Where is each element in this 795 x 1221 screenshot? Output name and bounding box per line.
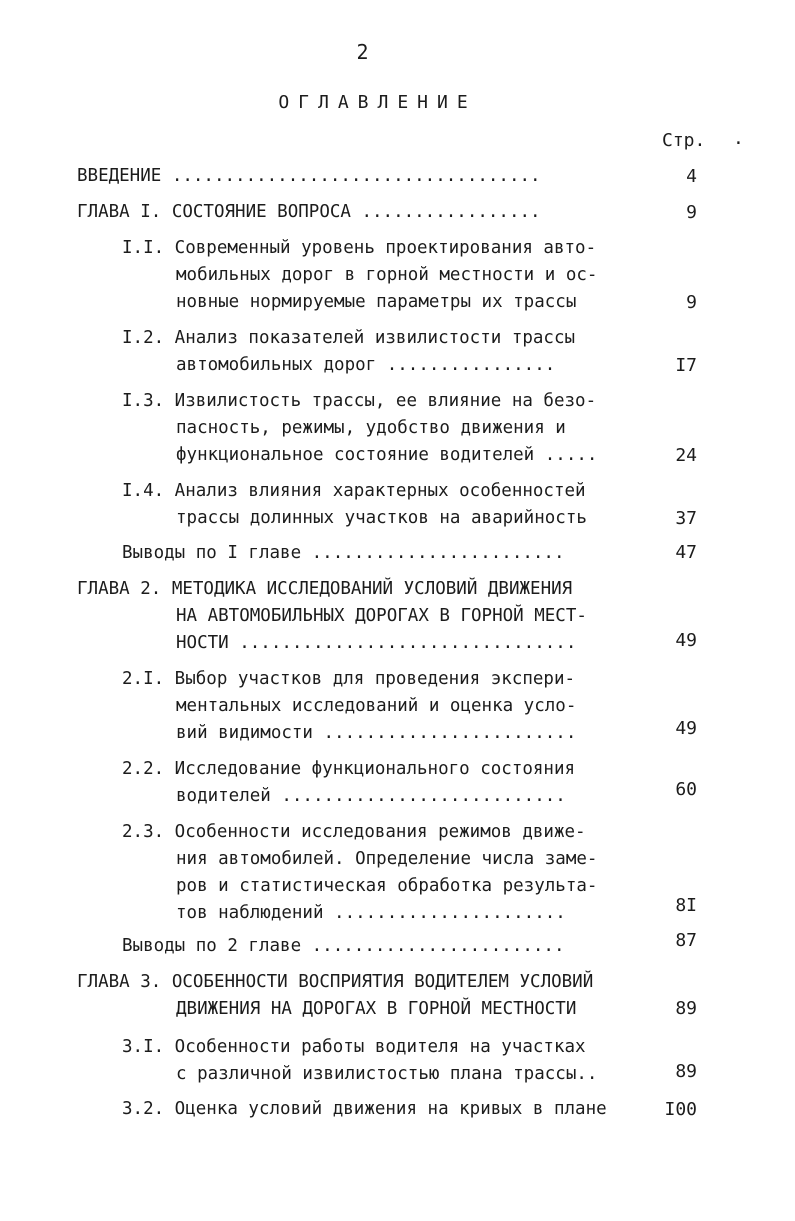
toc-entry-line: ГЛАВА 3. ОСОБЕННОСТИ ВОСПРИЯТИЯ ВОДИТЕЛЕМ УСЛОВИЙ bbox=[77, 972, 594, 992]
toc-entry-page: 24 bbox=[675, 445, 697, 466]
toc-entry-line: тов наблюдений ...................... bbox=[176, 903, 566, 923]
toc-entry-page: 89 bbox=[675, 998, 697, 1019]
toc-entry-page: I00 bbox=[664, 1099, 697, 1120]
toc-entry-page: 4 bbox=[686, 166, 697, 187]
toc-entry-chapter-3 bbox=[77, 969, 593, 1023]
toc-entry-section-1-3 bbox=[122, 388, 597, 469]
toc-entry-line: 2.I. Выбор участков для проведения экспери- bbox=[122, 669, 576, 689]
toc-entry-line: ния автомобилей. Определение числа заме- bbox=[176, 849, 598, 869]
toc-entry-page: 89 bbox=[675, 1061, 697, 1082]
toc-entry-page: 60 bbox=[675, 779, 697, 800]
toc-entry-line: 2.2. Исследование функционального состояния bbox=[122, 759, 576, 779]
toc-entry-line: Выводы по I главе ........................ bbox=[122, 543, 565, 563]
toc-entry-line: с различной извилистостью плана трассы.. bbox=[176, 1064, 598, 1084]
toc-entry-line: ментальных исследований и оценка усло- bbox=[176, 696, 577, 716]
toc-entry-line: пасность, режимы, удобство движения и bbox=[176, 418, 566, 438]
toc-entry-line: НА АВТОМОБИЛЬНЫХ ДОРОГАХ В ГОРНОЙ МЕСТ- bbox=[176, 606, 587, 626]
page-column-header: Стр. bbox=[662, 130, 706, 151]
toc-entry-line: I.4. Анализ влияния характерных особенностей bbox=[122, 481, 586, 501]
stray-mark: . bbox=[733, 128, 744, 149]
toc-entry-line: ГЛАВА I. СОСТОЯНИЕ ВОПРОСА ................. bbox=[77, 202, 541, 222]
toc-entry-conclusions-1 bbox=[122, 540, 565, 567]
toc-entry-line: трассы долинных участков на аварийность bbox=[176, 508, 587, 528]
toc-entry-section-2-3 bbox=[122, 819, 597, 927]
toc-entry-line: 3.I. Особенности работы водителя на участках bbox=[122, 1037, 586, 1057]
toc-entry-chapter-1 bbox=[77, 199, 541, 226]
toc-entry-conclusions-2 bbox=[122, 933, 565, 960]
toc-entry-line: 3.2. Оценка условий движения на кривых в плане bbox=[122, 1099, 607, 1119]
toc-entry-page: 37 bbox=[675, 508, 697, 529]
toc-entry-line: ДВИЖЕНИЯ НА ДОРОГАХ В ГОРНОЙ МЕСТНОСТИ bbox=[176, 999, 577, 1019]
page-number: 2 bbox=[356, 40, 369, 64]
toc-entry-chapter-2 bbox=[77, 576, 587, 657]
toc-entry-section-3-2 bbox=[122, 1096, 607, 1123]
toc-entry-page: 8I bbox=[675, 895, 697, 916]
toc-entry-section-1-1 bbox=[122, 235, 597, 316]
toc-entry-page: 9 bbox=[686, 292, 697, 313]
toc-entry-line: I.3. Извилистость трассы, ее влияние на безо- bbox=[122, 391, 597, 411]
toc-entry-line: I.2. Анализ показателей извилистости трассы bbox=[122, 328, 576, 348]
toc-entry-section-1-2 bbox=[122, 325, 575, 379]
toc-entry-line: ГЛАВА 2. МЕТОДИКА ИССЛЕДОВАНИЙ УСЛОВИЙ ДВИЖЕНИЯ bbox=[77, 579, 573, 599]
toc-entry-line: вий видимости ........................ bbox=[176, 723, 577, 743]
toc-entry-line: 2.3. Особенности исследования режимов движе- bbox=[122, 822, 586, 842]
toc-entry-section-3-1 bbox=[122, 1034, 597, 1088]
toc-entry-line: НОСТИ ................................ bbox=[176, 633, 577, 653]
toc-title: ОГЛАВЛЕНИЕ bbox=[278, 92, 477, 113]
toc-entry-line: мобильных дорог в горной местности и ос- bbox=[176, 265, 598, 285]
toc-entry-line: функциональное состояние водителей ..... bbox=[176, 445, 598, 465]
toc-entry-section-2-2 bbox=[122, 756, 575, 810]
toc-entry-page: 49 bbox=[675, 718, 697, 739]
toc-entry-line: ров и статистическая обработка результа- bbox=[176, 876, 598, 896]
toc-entry-section-1-4 bbox=[122, 478, 587, 532]
toc-entry-page: 87 bbox=[675, 930, 697, 951]
toc-entry-page: 49 bbox=[675, 630, 697, 651]
toc-entry-introduction bbox=[77, 163, 541, 190]
toc-entry-page: 47 bbox=[675, 542, 697, 563]
toc-entry-line: новные нормируемые параметры их трассы bbox=[176, 292, 577, 312]
toc-entry-line: ВВЕДЕНИЕ ................................... bbox=[77, 166, 541, 186]
toc-entry-page: I7 bbox=[675, 355, 697, 376]
toc-entry-line: водителей ........................... bbox=[176, 786, 566, 806]
toc-entry-page: 9 bbox=[686, 202, 697, 223]
toc-entry-line: I.I. Современный уровень проектирования авто- bbox=[122, 238, 597, 258]
toc-entry-line: автомобильных дорог ................ bbox=[176, 355, 556, 375]
toc-entry-line: Выводы по 2 главе ........................ bbox=[122, 936, 565, 956]
toc-entry-section-2-1 bbox=[122, 666, 576, 747]
